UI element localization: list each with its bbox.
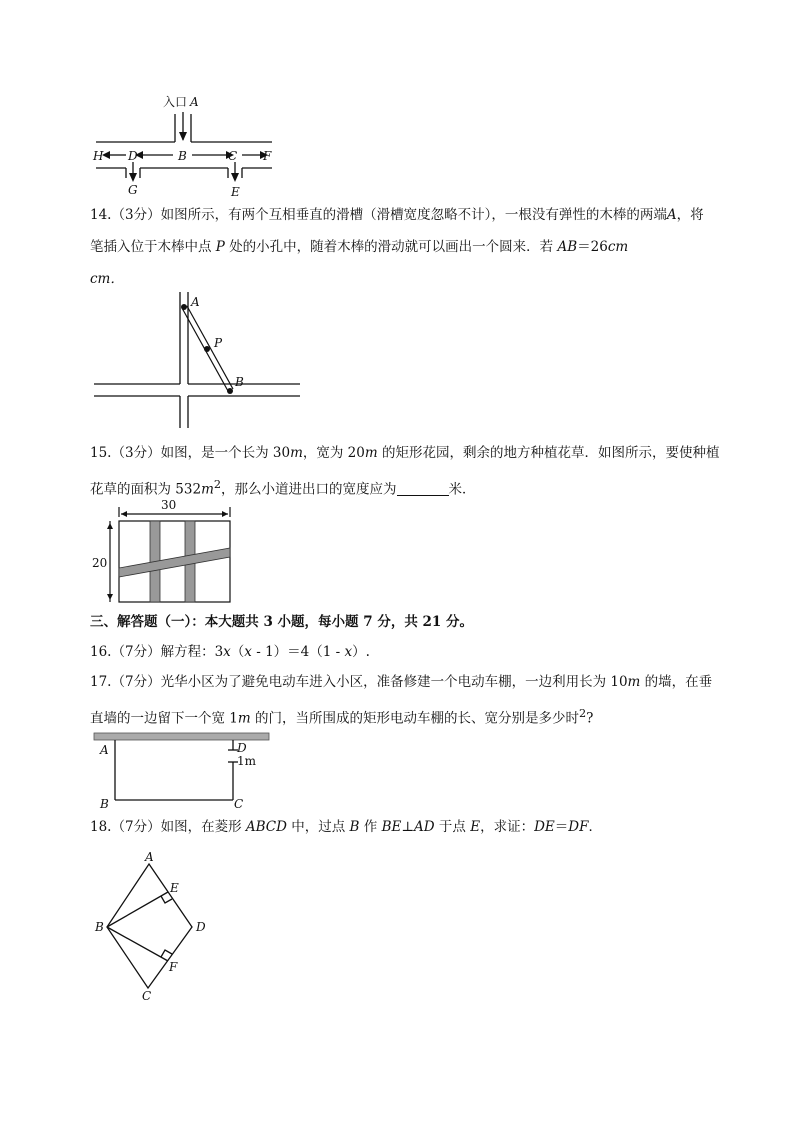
text: 光华小区为了避免电动车进入小区，准备修建一个电动车棚，一边利用长为 10 — [160, 674, 628, 690]
question-score: （3分） — [111, 445, 161, 461]
superscript: 2 — [579, 707, 587, 720]
text: 直墙的一边留下一个宽 1 — [90, 710, 238, 727]
text: 如图所示，有两个互相垂直的滑槽（滑槽宽度忽略不计），一根没有弹性的木棒的两端 — [160, 207, 667, 223]
label-B: B — [95, 920, 104, 934]
label-A: A — [190, 95, 199, 109]
text: ）. — [352, 644, 370, 660]
question-18 — [90, 811, 730, 843]
text: - 1）＝4（1 - — [251, 644, 345, 660]
question-number: 17. — [90, 674, 112, 690]
var: AB — [557, 239, 578, 255]
top-dimension: 30 — [161, 498, 177, 512]
label-D: D — [237, 741, 247, 755]
text: ，宽为 20 — [302, 445, 365, 461]
label-C: C — [142, 989, 152, 1003]
label-D: D — [128, 149, 138, 163]
text: 解方程：3 — [160, 644, 224, 660]
var: A — [666, 207, 677, 223]
entrance-label: 入口 — [163, 95, 188, 109]
question-number: 15. — [90, 445, 112, 461]
text: 如图，在菱形 — [160, 819, 242, 835]
side-dimension: 20 — [92, 556, 108, 570]
text: 米． — [448, 481, 476, 498]
label-F: F — [169, 960, 178, 974]
text: 中，过点 — [291, 819, 346, 835]
text: ＝ — [554, 819, 569, 835]
var: ABCD — [245, 819, 287, 835]
label-B: B — [235, 375, 244, 389]
question-17 — [90, 666, 730, 735]
label-C: C — [234, 797, 244, 811]
label-F: F — [263, 149, 272, 163]
text: ，那么小道进出口的宽度应为 — [221, 481, 397, 498]
superscript: 2 — [213, 478, 222, 491]
var: x — [244, 644, 252, 660]
text: ，将 — [676, 207, 704, 223]
question-score: （3分） — [111, 207, 161, 223]
label-E: E — [170, 881, 179, 895]
label-E: E — [231, 185, 240, 199]
unit: m — [237, 710, 251, 727]
text: ＝26 — [577, 239, 608, 255]
var: DF — [568, 819, 589, 835]
question-14-line-2 — [90, 231, 730, 263]
var: DE — [534, 819, 555, 835]
question-score: （7分） — [111, 819, 161, 835]
label-P: P — [214, 336, 223, 350]
garden-figure — [88, 495, 238, 605]
label-D: D — [196, 920, 206, 934]
text: ⊥ — [401, 819, 415, 835]
text: ，求证： — [480, 819, 535, 835]
question-number: 14. — [90, 207, 112, 223]
text: ? — [586, 710, 594, 727]
text: 如图，是一个长为 30 — [160, 445, 291, 461]
road-diagram-figure — [88, 90, 288, 200]
question-16-line-1 — [90, 636, 730, 668]
carport-figure — [90, 730, 275, 812]
text: （ — [230, 644, 245, 660]
question-14-line-1 — [90, 199, 730, 231]
text: 的墙，在垂 — [640, 674, 713, 690]
label-A: A — [191, 295, 200, 309]
label-H: H — [93, 149, 104, 163]
var: E — [470, 819, 481, 835]
question-number: 18. — [90, 819, 112, 835]
door-width: 1m — [237, 754, 257, 768]
answer-blank[interactable] — [397, 481, 449, 496]
label-B: B — [100, 797, 109, 811]
text: 的门，当所围成的矩形电动车棚的长、宽分别是多少时 — [250, 710, 579, 727]
text: 作 — [363, 819, 378, 835]
text: 于点 — [438, 819, 466, 835]
var: x — [344, 644, 353, 660]
text: 笔插入位于木棒中点 — [90, 239, 212, 255]
unit: m — [627, 674, 641, 690]
unit: cm — [607, 239, 629, 255]
section-heading: 三、解答题（一）：本大题共 3 小题，每小题 7 分，共 21 分。 — [90, 614, 474, 630]
label-A: A — [100, 743, 109, 757]
question-16 — [90, 636, 730, 668]
question-number: 16. — [90, 644, 112, 660]
text: 处的小孔中，随着木棒的滑动就可以画出一个圆来．若 — [229, 239, 554, 255]
text: 的矩形花园，剩余的地方种植花草．如图所示，要使种植 — [377, 445, 720, 461]
question-15-line-1 — [90, 437, 730, 469]
var: B — [349, 819, 360, 835]
var: x — [223, 644, 231, 660]
label-A: A — [145, 850, 154, 864]
unit: m — [364, 445, 378, 461]
var: BE — [381, 819, 402, 835]
var: P — [215, 239, 225, 255]
question-score: （7分） — [111, 644, 161, 660]
label-C: C — [228, 149, 238, 163]
question-17-line-1 — [90, 666, 730, 698]
question-score: （7分） — [111, 674, 161, 690]
label-G: G — [128, 183, 138, 197]
rhombus-figure — [90, 850, 220, 1005]
var: AD — [414, 819, 435, 835]
label-B: B — [178, 149, 187, 163]
text: ． — [588, 819, 602, 835]
question-14 — [90, 199, 730, 295]
question-18-line-1 — [90, 811, 730, 843]
sliding-rod-figure — [90, 290, 305, 430]
unit: m — [290, 445, 303, 461]
text: cm． — [90, 271, 124, 287]
text: 花草的面积为 532 — [90, 481, 202, 498]
unit: m — [201, 481, 214, 498]
